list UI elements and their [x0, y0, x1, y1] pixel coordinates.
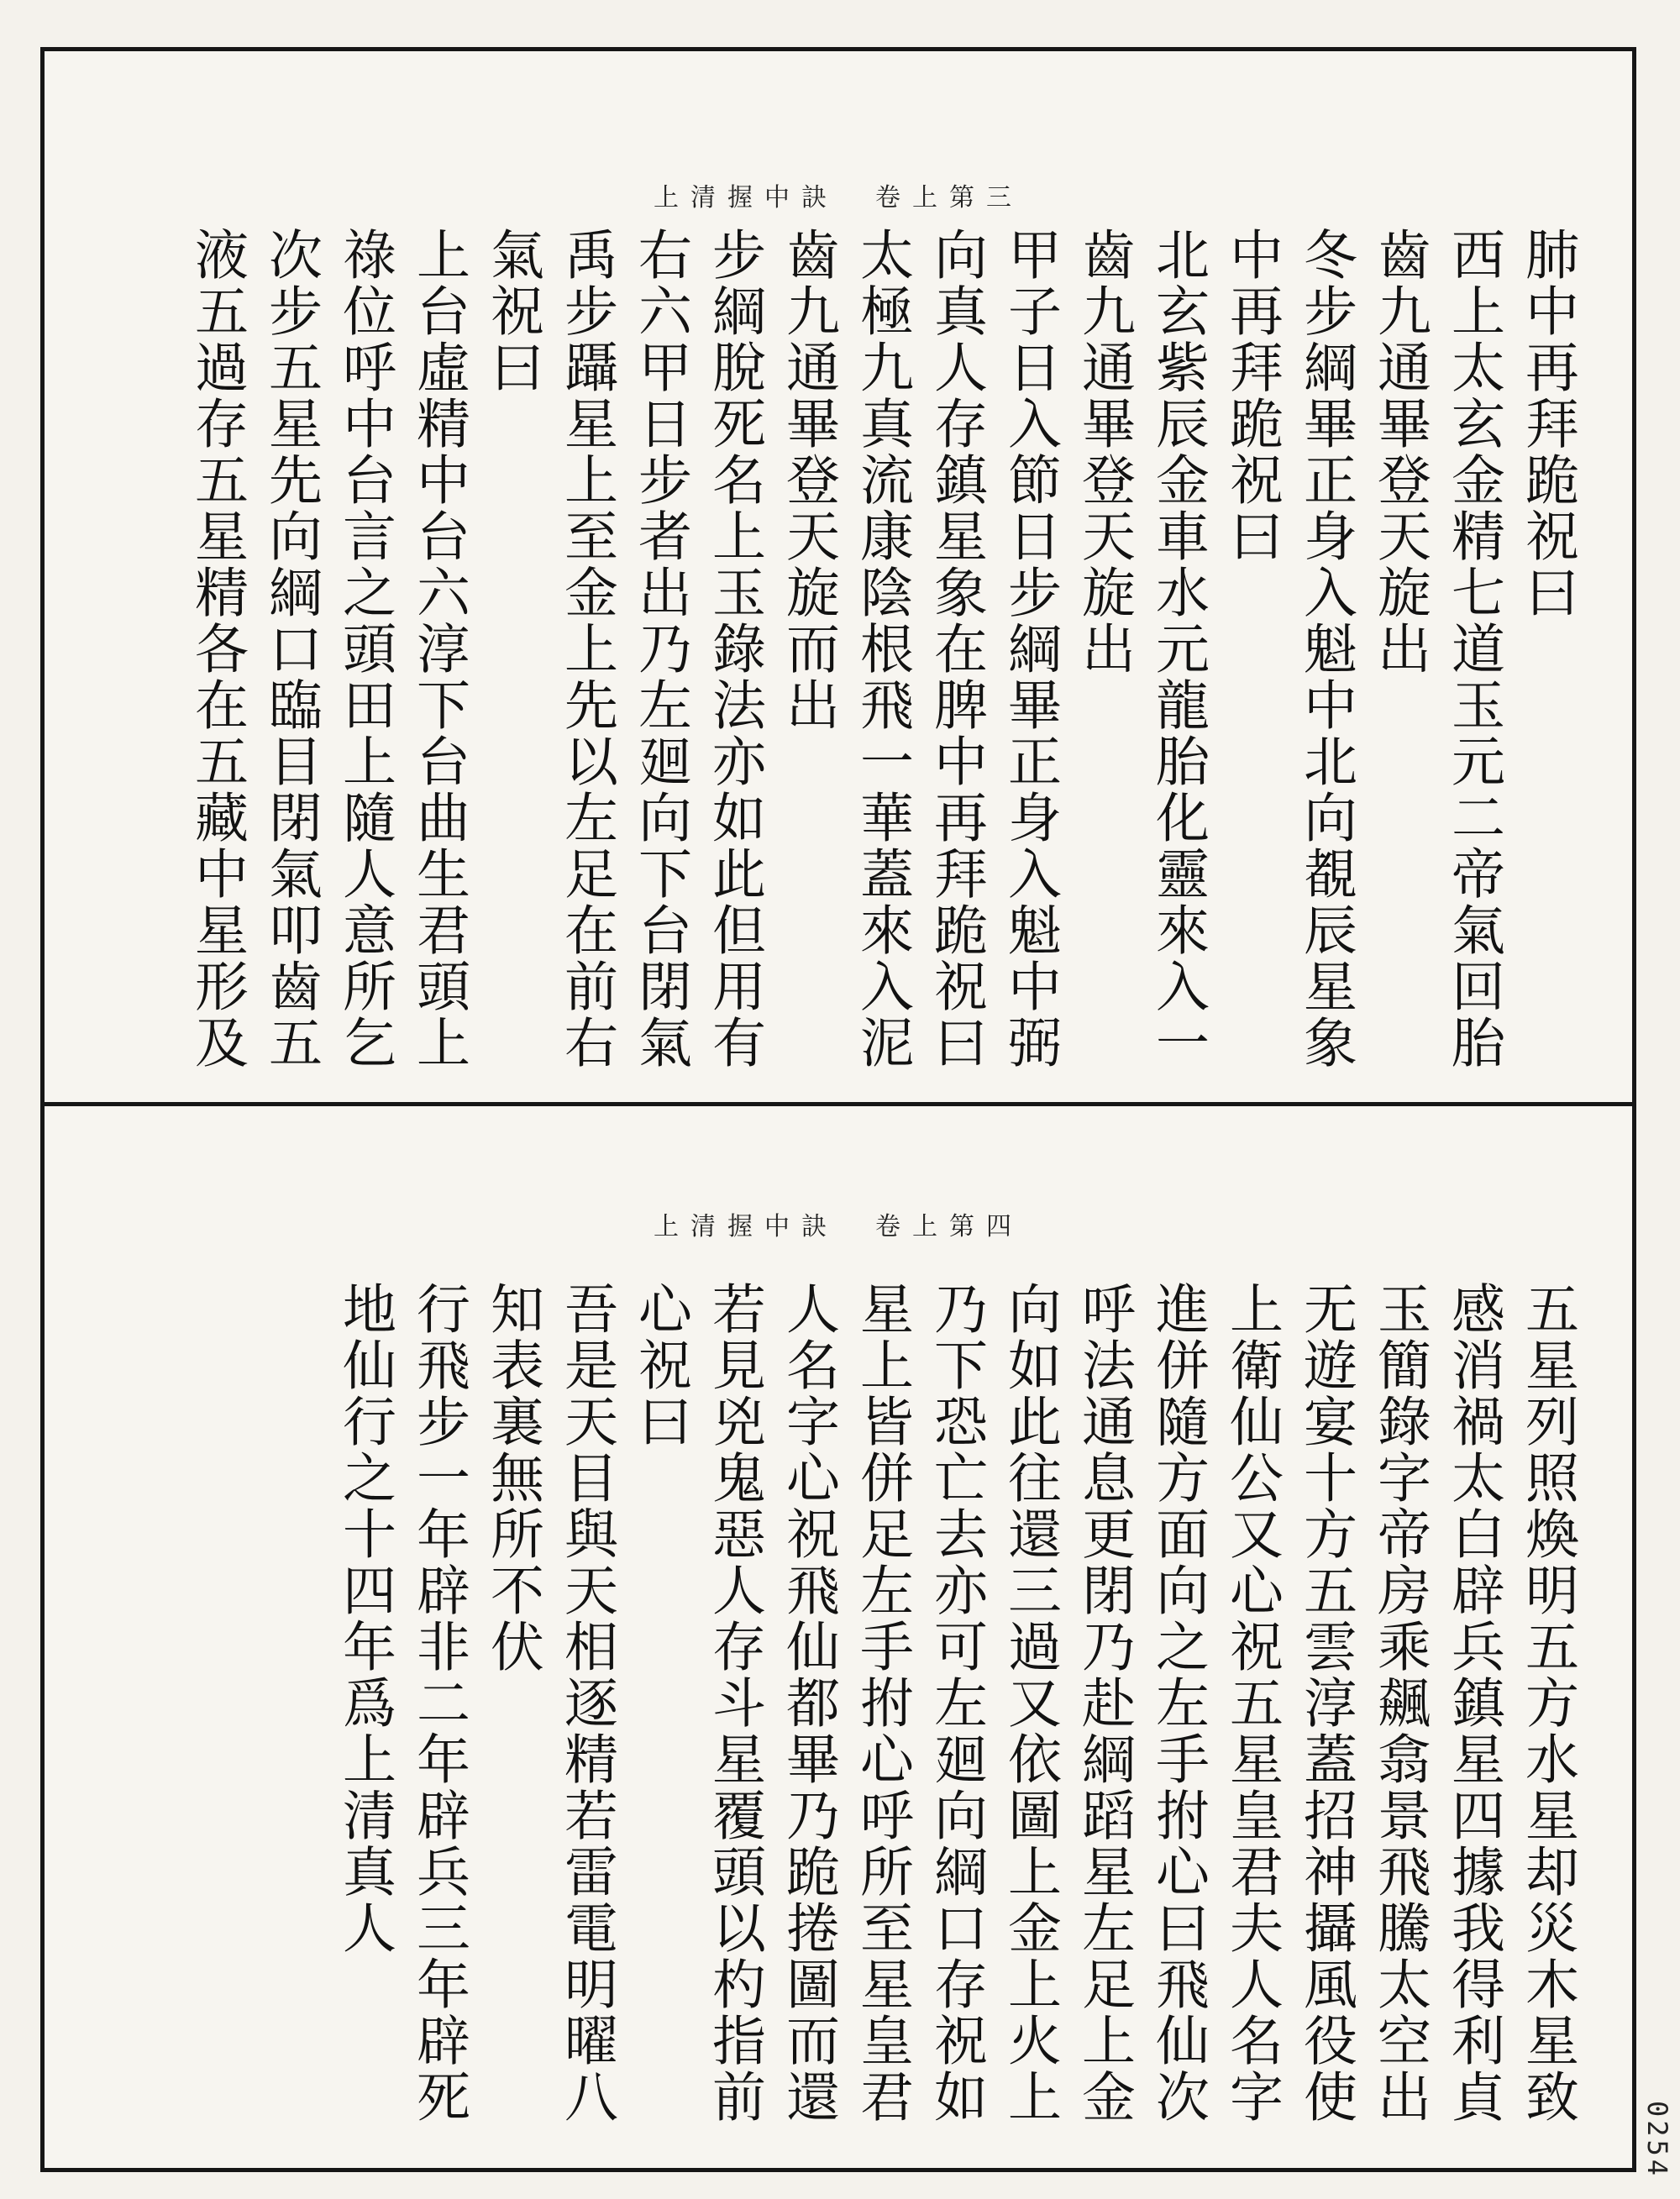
text-column: 乃下恐亡去亦可左廻向綱口存祝如: [925, 1281, 987, 2125]
text-column: 次步五星先向綱口臨目閉氣叩齒五: [260, 227, 322, 1071]
bottom-page: [50, 1113, 1626, 2163]
text-column: 行飛步一年辟非二年辟兵三年辟死: [407, 1281, 470, 2125]
text-column: 齒九通畢登天旋而出: [777, 227, 839, 733]
text-column: 心祝曰: [629, 1281, 691, 1450]
bottom-page-header: 上清握中訣 卷上第四: [654, 1212, 1023, 1241]
page-divider: [40, 1102, 1636, 1106]
text-column: 感消禍太白辟兵鎮星四據我得利貞: [1442, 1281, 1504, 2125]
page-number: 0254: [1641, 2100, 1673, 2179]
top-page: [50, 59, 1626, 1092]
text-column: 進併隨方面向之左手拊心曰飛仙次: [1147, 1281, 1209, 2125]
text-column: 若見兇鬼惡人存斗星覆頭以杓指前: [703, 1281, 765, 2125]
text-column: 五星列照煥明五方水星却災木星致: [1516, 1281, 1578, 2125]
text-column: 太極九真流康陰根飛一華蓋來入泥: [851, 227, 913, 1071]
text-column: 西上太玄金精七道玉元二帝氣回胎: [1442, 227, 1504, 1071]
text-column: 上台虛精中台六淳下台曲生君頭上: [407, 227, 470, 1071]
text-column: 玉簡錄字帝房乘飆翕景飛騰太空出: [1368, 1281, 1431, 2125]
text-column: 甲子日入節日步綱畢正身入魁中弼: [999, 227, 1061, 1071]
text-column: 齒九通畢登天旋出: [1073, 227, 1135, 677]
text-column: 北玄紫辰金車水元龍胎化靈來入一: [1147, 227, 1209, 1071]
text-column: 上衛仙公又心祝五星皇君夫人名字: [1221, 1281, 1283, 2125]
text-column: 地仙行之十四年爲上清真人: [333, 1281, 396, 1956]
text-column: 呼法通息更閉乃赴綱蹈星左足上金: [1073, 1281, 1135, 2125]
text-column: 液五過存五星精各在五藏中星形及: [186, 227, 248, 1071]
text-column: 齒九通畢登天旋出: [1368, 227, 1431, 677]
top-page-columns: [84, 227, 1584, 1084]
bottom-page-columns: [84, 1281, 1584, 2154]
text-column: 氣祝曰: [481, 227, 543, 396]
text-column: 人名字心祝飛仙都畢乃跪捲圖而還: [777, 1281, 839, 2125]
top-page-header: 上清握中訣 卷上第三: [654, 183, 1023, 213]
text-column: 吾是天目與天相逐精若雷電明曜八: [555, 1281, 617, 2125]
text-column: 向如此往還三過又依圖上金上火上: [999, 1281, 1061, 2125]
text-column: 向真人存鎮星象在脾中再拜跪祝曰: [925, 227, 987, 1071]
text-column: 中再拜跪祝曰: [1221, 227, 1283, 564]
text-column: 无遊宴十方五雲淳蓋招神攝風役使: [1294, 1281, 1357, 2125]
text-column: 冬步綱畢正身入魁中北向覩辰星象: [1294, 227, 1357, 1071]
text-column: 步綱脫死名上玉錄法亦如此但用有: [703, 227, 765, 1071]
text-column: 祿位呼中台言之頭田上隨人意所乞: [333, 227, 396, 1071]
text-column: 知表裏無所不伏: [481, 1281, 543, 1675]
text-column: 星上皆併足左手拊心呼所至星皇君: [851, 1281, 913, 2125]
text-column: 右六甲日步者出乃左廻向下台閉氣: [629, 227, 691, 1071]
text-column: 肺中再拜跪祝曰: [1516, 227, 1578, 621]
text-column: 禹步躡星上至金上先以左足在前右: [555, 227, 617, 1071]
